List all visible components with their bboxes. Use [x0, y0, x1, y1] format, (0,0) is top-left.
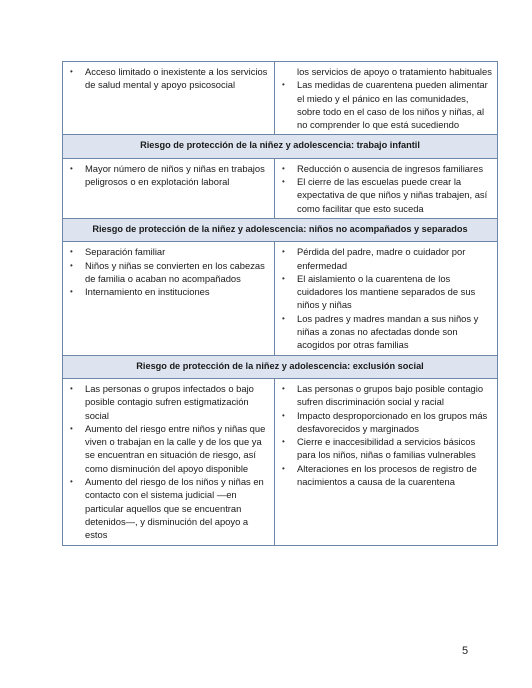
left-cell	[63, 378, 275, 545]
bullet-item: • Cierre e inaccesibilidad a servicios básicos para los niños, niñas o familias vulnerables	[279, 435, 493, 462]
bullet-item: • Las personas o grupos infectados o bajo posible contagio sufren estigmatización social	[67, 382, 270, 422]
bullet-item: • El aislamiento o la cuarentena de los cuidadores los mantiene separados de sus niños y niñas	[279, 272, 493, 312]
bullet-item: • El cierre de las escuelas puede crear la expectativa de que niños y niñas trabajen, así como facilitar que esto suceda	[279, 175, 493, 215]
left-cell	[63, 158, 275, 218]
bullet-item: • Internamiento en instituciones	[67, 285, 270, 298]
bullet-item: • Las medidas de cuarentena pueden alimentar el miedo y el pánico en las comunidades, sobre todo en el caso de los niños y niñas, al no comprender lo que está sucediendo	[279, 78, 493, 131]
section-header: Riesgo de protección de la niñez y adolescencia: niños no acompañados y separados	[63, 218, 498, 241]
risk-table-body	[63, 62, 498, 546]
content-row	[63, 378, 498, 545]
right-cell	[275, 158, 498, 218]
bullet-list	[279, 382, 493, 488]
bullet-list	[67, 65, 270, 92]
bullet-item: • Acceso limitado o inexistente a los servicios de salud mental y apoyo psicosocial	[67, 65, 270, 92]
left-cell	[63, 62, 275, 135]
bullet-list	[279, 162, 493, 215]
section-header: Riesgo de protección de la niñez y adolescencia: trabajo infantil	[63, 135, 498, 158]
content-row	[63, 158, 498, 218]
section-header: Riesgo de protección de la niñez y adolescencia: exclusión social	[63, 355, 498, 378]
bullet-item: • Aumento del riesgo de los niños y niñas en contacto con el sistema judicial —en particular aquellos que se encuentran detenidos—, y disminución del apoyo a estos	[67, 475, 270, 541]
right-cell	[275, 62, 498, 135]
continued-text: los servicios de apoyo o tratamiento habituales	[297, 66, 492, 77]
bullet-list	[279, 65, 493, 131]
bullet-item: • Reducción o ausencia de ingresos familiares	[279, 162, 493, 175]
bullet-list	[279, 245, 493, 351]
bullet-item: • Separación familiar	[67, 245, 270, 258]
left-cell	[63, 242, 275, 355]
bullet-list	[67, 382, 270, 542]
content-row	[63, 242, 498, 355]
right-cell	[275, 378, 498, 545]
section-header-row	[63, 218, 498, 241]
bullet-item: • Mayor número de niños y niñas en trabajos peligrosos o en explotación laboral	[67, 162, 270, 189]
right-cell	[275, 242, 498, 355]
bullet-item: • Niños y niñas se convierten en los cabezas de familia o acaban no acompañados	[67, 259, 270, 286]
bullet-item: • Aumento del riesgo entre niños y niñas que viven o trabajan en la calle y de los que ya se encuentran en situación de riesgo, así como disminución del apoyo disponible	[67, 422, 270, 475]
bullet-item: • Impacto desproporcionado en los grupos más desfavorecidos y marginados	[279, 409, 493, 436]
bullet-item: • Pérdida del padre, madre o cuidador por enfermedad	[279, 245, 493, 272]
content-row	[63, 62, 498, 135]
bullet-list	[67, 245, 270, 298]
bullet-item: • Los padres y madres mandan a sus niños y niñas a zonas no afectadas donde son acogidos por otras familias	[279, 312, 493, 352]
page-number: 5	[462, 645, 469, 657]
section-header-row	[63, 355, 498, 378]
bullet-list	[67, 162, 270, 189]
bullet-item: • Las personas o grupos bajo posible contagio sufren discriminación social y racial	[279, 382, 493, 409]
risk-table	[62, 61, 498, 546]
bullet-item: • Alteraciones en los procesos de registro de nacimientos a causa de la cuarentena	[279, 462, 493, 489]
section-header-row	[63, 135, 498, 158]
